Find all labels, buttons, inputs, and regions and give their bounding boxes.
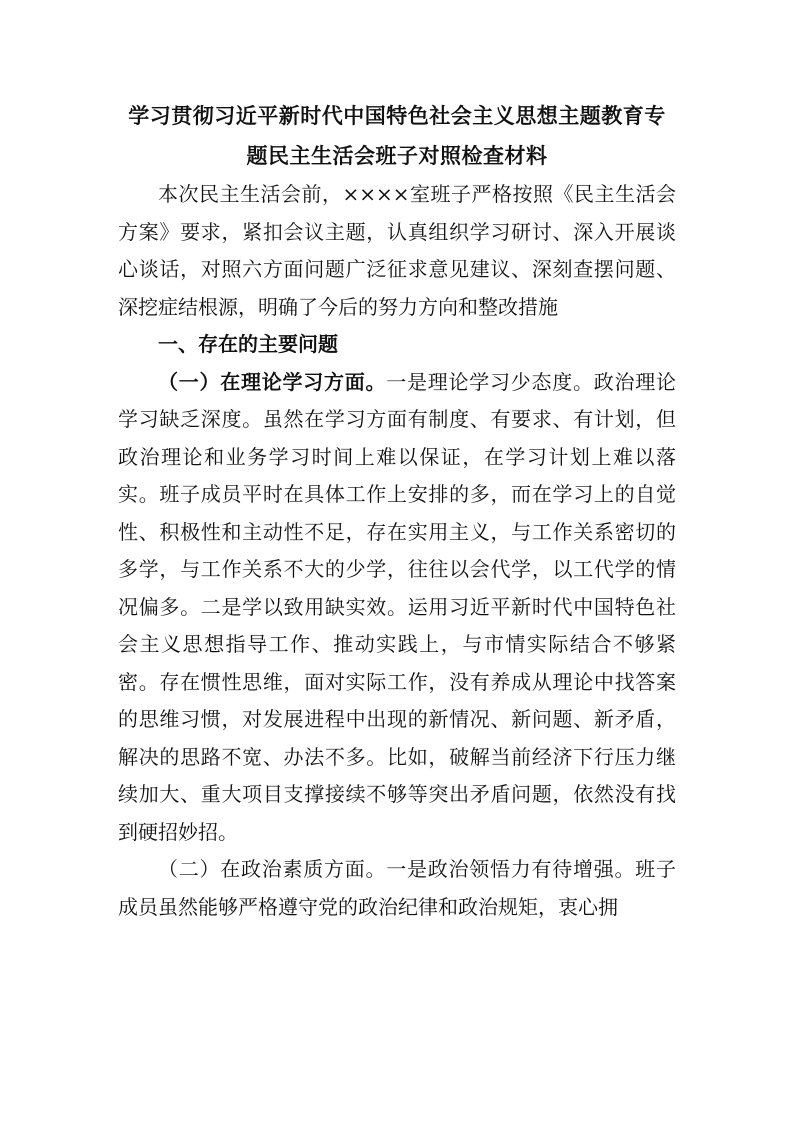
intro-paragraph: 本次民主生活会前，××××室班子严格按照《民主生活会方案》要求，紧扣会议主题，认真组织学习研讨、深入开展谈心谈话，对照六方面问题广泛征求意见建议、深刻查摆问题、深挖症结根源，明确了今后的努力方向和整改措施	[118, 182, 676, 319]
section-heading-problems: 一、存在的主要问题	[158, 332, 338, 356]
subsection-theory-study-lead: （一）在理论学习方面。	[158, 369, 387, 394]
document-body	[118, 96, 676, 926]
subsection-theory-study	[118, 364, 676, 852]
subsection-theory-study-body: 一是理论学习少态度。政治理论学习缺乏深度。虽然在学习方面有制度、有要求、有计划，但政治理论和业务学习时间上难以保证，在学习计划上难以落实。班子成员平时在具体工作上安排的多，而在学习上的自觉性、积极性和主动性不足，存在实用主义，与工作关系密切的多学，与工作关系不大的少学，往往以会代学，以工代学的情况偏多。二是学以致用缺实效。运用习近平新时代中国特色社会主义思想指导工作、推动实践上，与市情实际结合不够紧密。存在惯性思维，面对实际工作，没有养成从理论中找答案的思维习惯，对发展进程中出现的新情况、新问题、新矛盾，解决的思路不宽、办法不多。比如，破解当前经济下行压力继续加大、重大项目支撑接续不够等突出矛盾问题，依然没有找到硬招妙招。	[118, 369, 676, 844]
document-title: 学习贯彻习近平新时代中国特色社会主义思想主题教育专题民主生活会班子对照检查材料	[128, 103, 666, 168]
subsection-political-quality: （二）在政治素质方面。一是政治领悟力有待增强。班子成员虽然能够严格遵守党的政治纪律和政治规矩，衷心拥	[118, 857, 676, 919]
